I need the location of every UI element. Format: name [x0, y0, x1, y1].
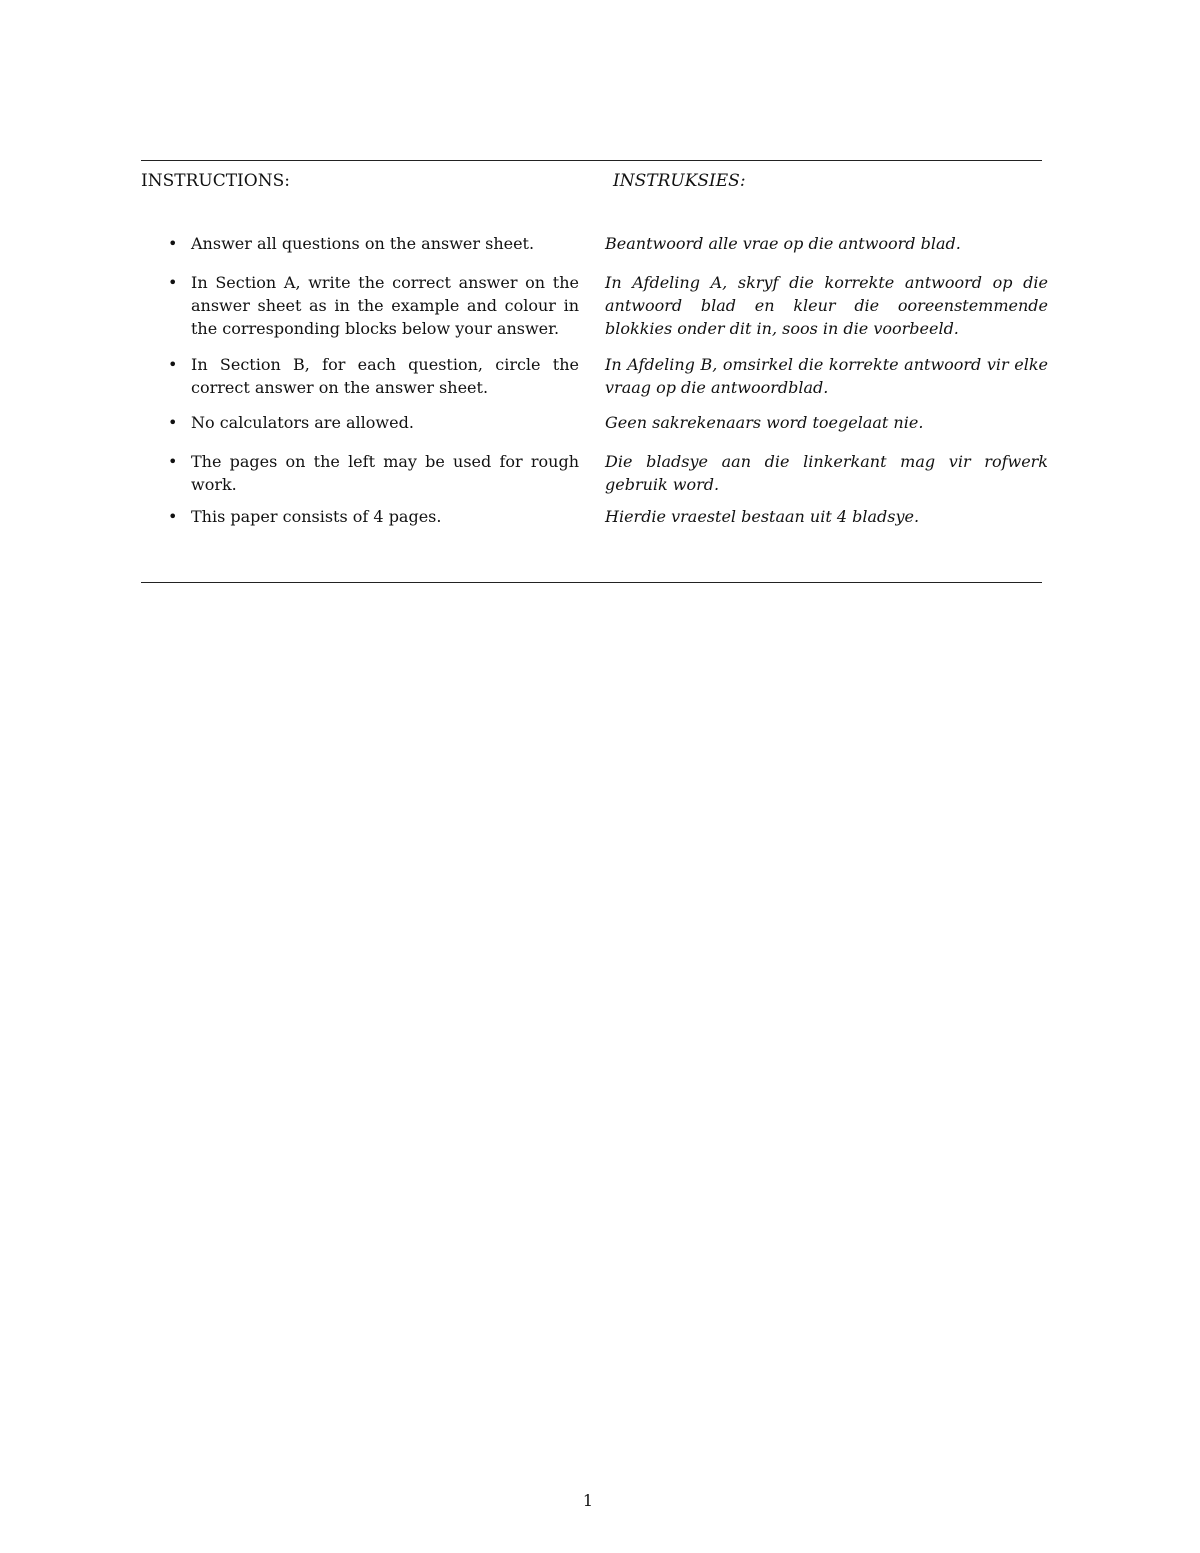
instruction-english: No calculators are allowed.	[191, 413, 414, 432]
instruction-afrikaans: In Afdeling A, skryf die korrekte antwoord op die antwoord blad en kleur die ooreenstemmende blokkies onder dit in, soos in die voorbeeld.	[605, 273, 1048, 338]
instruction-afrikaans: Hierdie vraestel bestaan uit 4 bladsye.	[605, 507, 920, 526]
instruction-afrikaans: Beantwoord alle vrae op die antwoord blad.	[605, 234, 961, 253]
instruction-afrikaans: Die bladsye aan die linkerkant mag vir rofwerk gebruik word.	[605, 452, 1048, 494]
instruction-english: In Section A, write the correct answer on the answer sheet as in the example and colour in the corresponding blocks below your answer.	[191, 273, 579, 338]
instruction-english: Answer all questions on the answer sheet.	[191, 234, 535, 253]
instructions-heading-afrikaans: INSTRUKSIES:	[613, 171, 746, 191]
instruction-english: The pages on the left may be used for rough work.	[191, 452, 579, 494]
bullet-icon: •	[168, 234, 178, 253]
instruction-english: In Section B, for each question, circle the correct answer on the answer sheet.	[191, 355, 579, 397]
bullet-icon: •	[168, 355, 178, 374]
instruction-english: This paper consists of 4 pages.	[191, 507, 442, 526]
bullet-icon: •	[168, 273, 178, 292]
instruction-afrikaans: Geen sakrekenaars word toegelaat nie.	[605, 413, 924, 432]
instructions-heading-english: INSTRUCTIONS:	[141, 171, 290, 191]
top-divider	[141, 160, 1042, 161]
page-number: 1	[582, 1491, 594, 1510]
bullet-icon: •	[168, 452, 178, 471]
bullet-icon: •	[168, 507, 178, 526]
instruction-afrikaans: In Afdeling B, omsirkel die korrekte antwoord vir elke vraag op die antwoordblad.	[605, 355, 1048, 397]
bottom-divider	[141, 582, 1042, 583]
bullet-icon: •	[168, 413, 178, 432]
